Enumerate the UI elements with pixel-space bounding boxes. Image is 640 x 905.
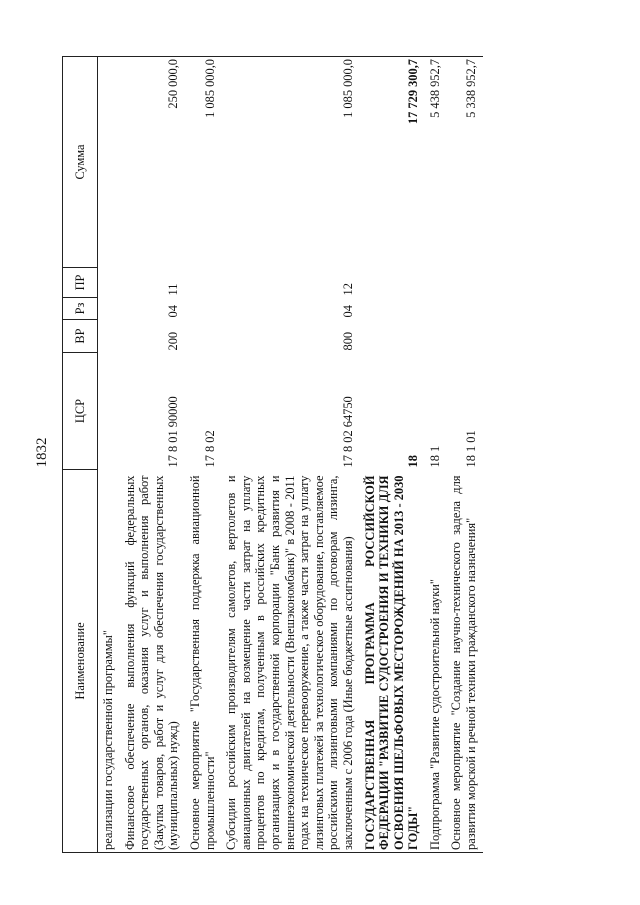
- cell-pr: [425, 268, 447, 298]
- cell-pr: [185, 268, 221, 298]
- header-vr: ВР: [63, 320, 98, 353]
- cell-name: ГОСУДАРСТВЕННАЯ ПРОГРАММА РОССИЙСКОЙ ФЕДЕРАЦИИ "РАЗВИТИЕ СУДОСТРОЕНИЯ И ТЕХНИКИ ДЛЯ ОСВОЕНИЯ ШЕЛЬФОВЫХ МЕСТОРОЖДЕНИЙ НА 2013 - 2030 ГОДЫ": [360, 470, 425, 853]
- cell-pr: [446, 268, 482, 298]
- cell-vr: [425, 320, 447, 353]
- cell-csr: 18: [406, 455, 421, 468]
- cell-sum: 5 338 952,7: [446, 57, 482, 268]
- cell-csr: 17 8 02 64750: [340, 396, 355, 468]
- cell-name: Финансовое обеспечение выполнения функций федеральных государственных органов, оказания услуг и выполнения работ (Закупка товаров, работ и услуг для обеспечения государственных (муниципальных) нужд): [120, 470, 185, 853]
- cell-name: Основное мероприятие "Создание научно-технического задела для развития морской и речной техники гражданского назначения": [446, 470, 482, 853]
- cell-name: реализации государственной программы": [98, 470, 120, 853]
- cell-csr: 17 8 01 90000: [166, 396, 181, 468]
- cell-name: Субсидии российским производителям самолетов, вертолетов и авиационных двигателей на возмещение части затрат на уплату процентов по кредитам, полученным в российских кредитных организациях и в государственной корпорации "Банк развития и внешнеэкономической деятельности (Внешэкономбанк)" в 2008 - 2011 годах на техническое перевооружение, а также части затрат на уплату лизинговых платежей за технологическое оборудование, поставляемое российскими лизинговыми компаниями по договорам лизинга, заключенным с 2006 года (Иные бюджетные ассигнования): [221, 470, 359, 853]
- cell-sum: [98, 57, 120, 268]
- page-number: 1832: [34, 437, 50, 468]
- cell-csr: 18 1 01: [464, 430, 479, 468]
- cell-vr: [360, 320, 425, 353]
- cell-name: Основное мероприятие "Государственная поддержка авиационной промышленности": [185, 470, 221, 853]
- header-name: Наименование: [63, 470, 98, 853]
- table-row: [120, 57, 185, 853]
- table-row: [185, 57, 221, 853]
- table-row: [446, 57, 482, 853]
- cell-pr: [360, 268, 425, 298]
- cell-rz: 04: [166, 305, 181, 318]
- cell-vr: [185, 320, 221, 353]
- cell-vr: [446, 320, 482, 353]
- cell-pr: [98, 268, 120, 298]
- budget-table: [62, 56, 483, 853]
- cell-rz: [425, 298, 447, 320]
- header-rz: Рз: [63, 298, 98, 320]
- cell-vr: 200: [166, 331, 181, 351]
- header-csr: ЦСР: [63, 353, 98, 470]
- table-body: [98, 57, 483, 853]
- table-header-row: [63, 57, 98, 853]
- cell-pr: 11: [166, 283, 181, 296]
- header-sum: Сумма: [63, 57, 98, 268]
- header-pr: ПР: [63, 268, 98, 298]
- cell-sum: 1 085 000,0: [185, 57, 221, 268]
- cell-csr: 18 1: [427, 445, 442, 468]
- cell-sum: 17 729 300,7: [360, 57, 425, 268]
- cell-rz: [185, 298, 221, 320]
- cell-vr: 800: [340, 331, 355, 351]
- table-row: [221, 57, 359, 853]
- cell-csr: [98, 353, 120, 470]
- cell-csr: 17 8 02: [202, 430, 217, 468]
- table-row: [425, 57, 447, 853]
- table-row: [98, 57, 120, 853]
- cell-rz: [98, 298, 120, 320]
- cell-vr: [98, 320, 120, 353]
- cell-name: Подпрограмма "Развитие судостроительной науки": [425, 470, 447, 853]
- cell-sum: 1 085 000,0: [221, 57, 359, 268]
- cell-pr: 12: [340, 283, 355, 296]
- cell-sum: 250 000,0: [120, 57, 185, 268]
- cell-sum: 5 438 952,7: [425, 57, 447, 268]
- table-row: [360, 57, 425, 853]
- cell-rz: 04: [340, 305, 355, 318]
- cell-rz: [360, 298, 425, 320]
- cell-rz: [446, 298, 482, 320]
